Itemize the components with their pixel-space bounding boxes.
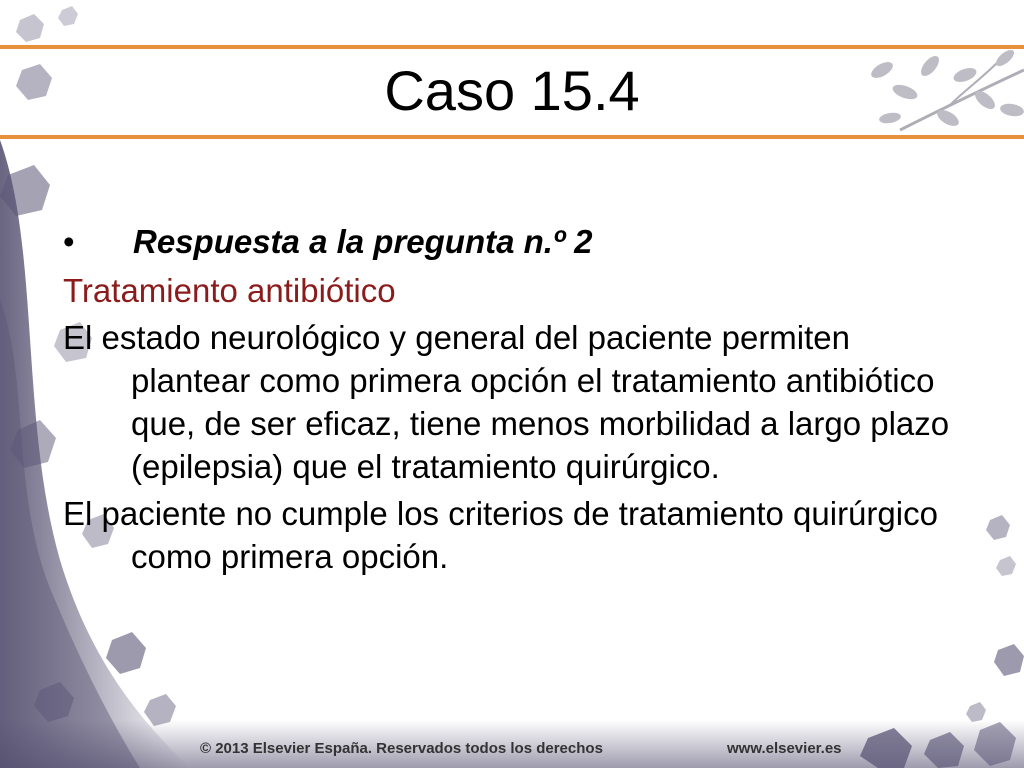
slide-body — [63, 220, 963, 578]
bullet-marker: • — [63, 223, 75, 260]
copyright-notice: © 2013 Elsevier España. Reservados todos los derechos — [200, 740, 603, 757]
slide-title: Caso 15.4 — [384, 59, 640, 122]
bullet-item — [63, 220, 963, 263]
subheading: Tratamiento antibiótico — [63, 272, 396, 309]
bullet-text: Respuesta a la pregunta n.º 2 — [133, 223, 593, 260]
title-rule-bottom — [0, 135, 1024, 139]
website-link: www.elsevier.es — [727, 740, 842, 757]
title-rule-top — [0, 45, 1024, 49]
paragraph-2: El paciente no cumple los criterios de tratamiento quirúrgico como primera opción. — [63, 495, 938, 575]
paragraph-1: El estado neurológico y general del paciente permiten plantear como primera opción el tratamiento antibiótico que, de ser eficaz, tiene menos morbilidad a largo plazo (epilepsia) que el tratamiento quirúrgico. — [63, 319, 950, 485]
